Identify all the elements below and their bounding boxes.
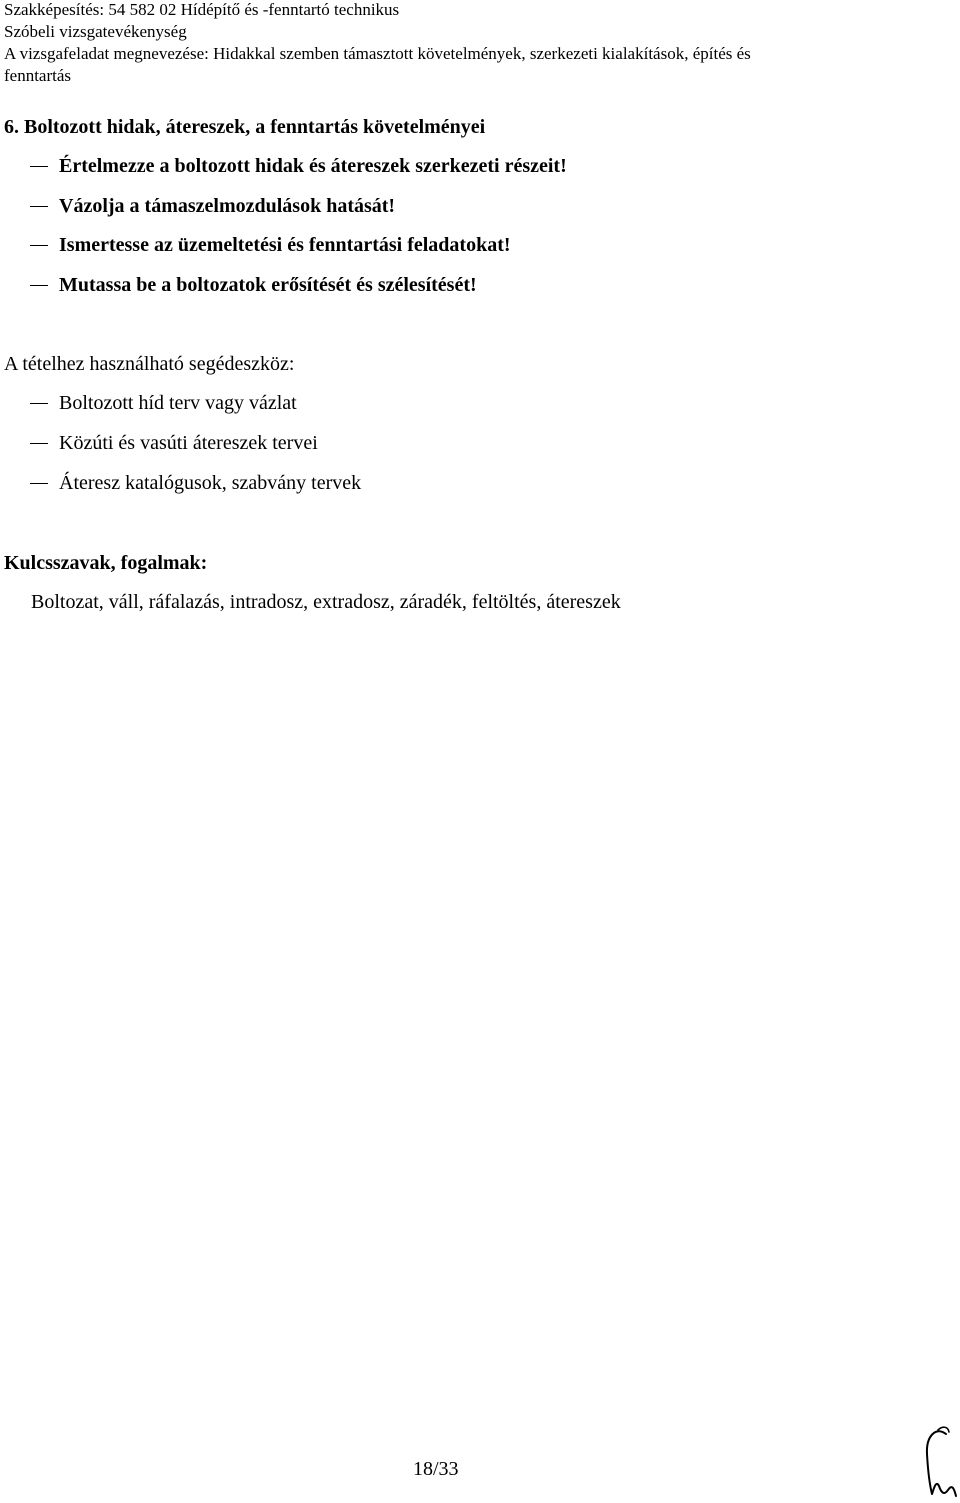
section-title: 6. Boltozott hidak, átereszek, a fenntartás követelményei: [4, 116, 486, 138]
dash-bullet-icon: [30, 483, 48, 484]
dash-bullet-icon: [30, 403, 48, 404]
header-qualification: Szakképesítés: 54 582 02 Hídépítő és -fenntartó technikus: [4, 0, 400, 19]
header-exam-type: Szóbeli vizsgatevékenység: [4, 22, 187, 41]
header-task-name: A vizsgafeladat megnevezése: Hidakkal szemben támasztott követelmények, szerkezeti kialakítások, építés és: [4, 44, 751, 63]
dash-bullet-icon: [30, 285, 48, 286]
dash-bullet-icon: [30, 166, 48, 167]
keywords-heading: Kulcsszavak, fogalmak:: [4, 552, 208, 574]
signature-mark: [918, 1420, 958, 1500]
dash-bullet-icon: [30, 443, 48, 444]
keywords-text: Boltozat, váll, ráfalazás, intradosz, extradosz, záradék, feltöltés, átereszek: [31, 591, 621, 613]
dash-bullet-icon: [30, 206, 48, 207]
aids-heading: A tételhez használható segédeszköz:: [4, 353, 295, 375]
page-number: 18/33: [413, 1458, 459, 1480]
dash-bullet-icon: [30, 245, 48, 246]
header-task-name-continued: fenntartás: [4, 66, 72, 85]
